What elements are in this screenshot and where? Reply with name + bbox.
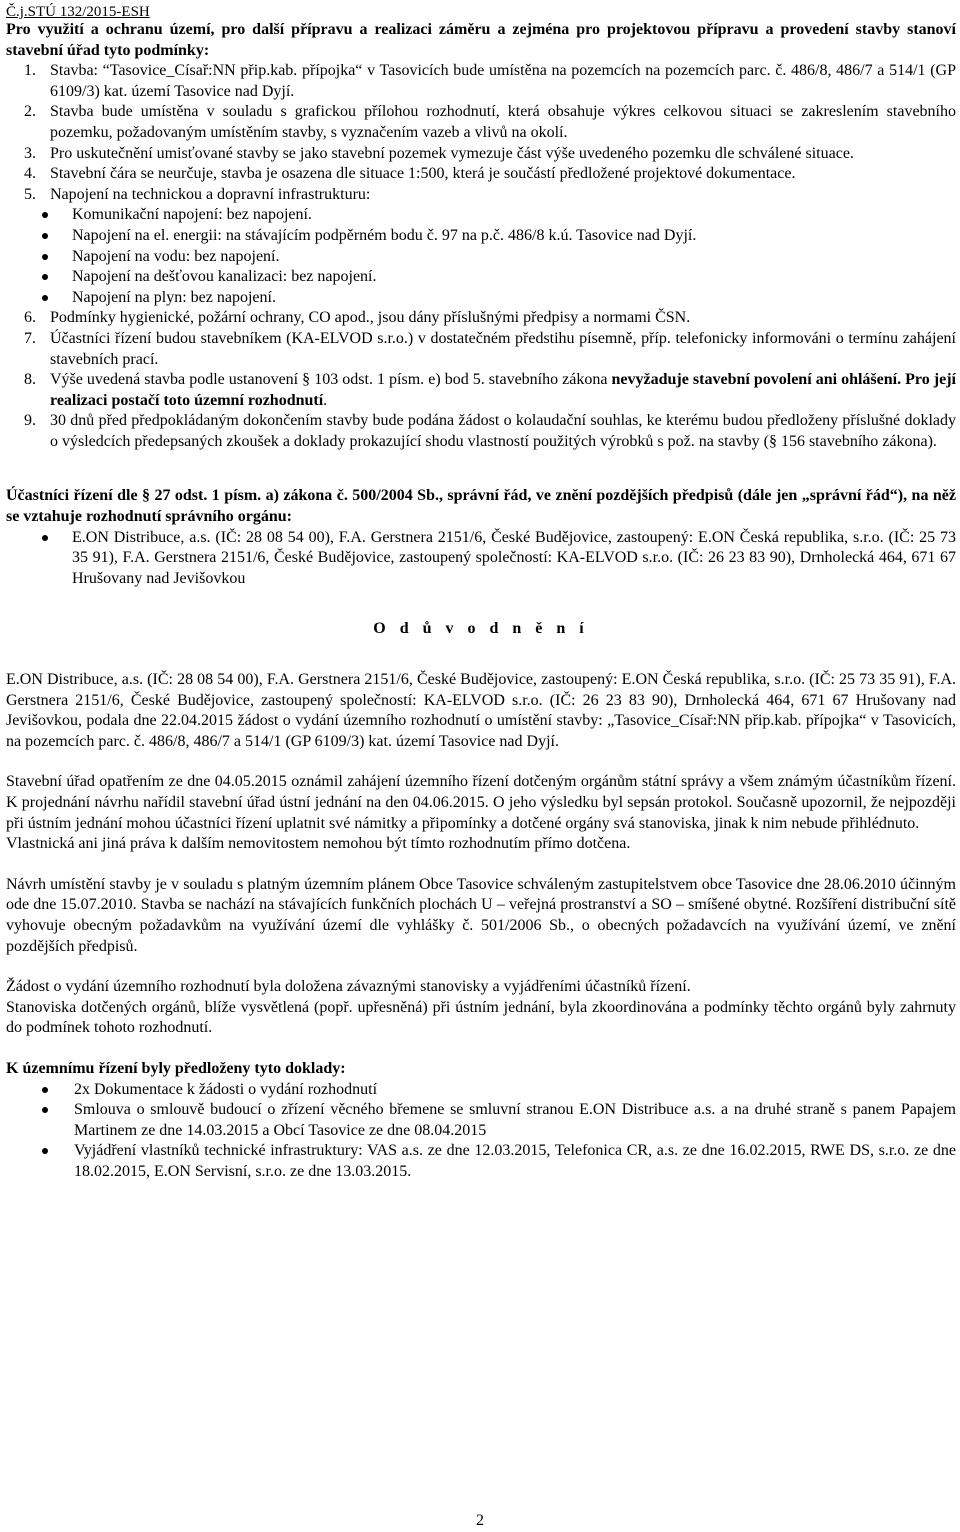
condition-item bbox=[6, 164, 956, 185]
reference-number: Č.j.STÚ 132/2015-ESH bbox=[6, 4, 150, 20]
condition-item bbox=[6, 370, 956, 411]
list-item: Napojení na el. energii: na stávajícím podpěrném bodu č. 97 na p.č. 486/8 k.ú. Tasovice nad Dyjí. bbox=[6, 226, 956, 247]
condition-number: 8. bbox=[24, 371, 36, 389]
condition-number: 2. bbox=[24, 103, 36, 121]
conditions-list-continued bbox=[6, 308, 956, 452]
list-item: Napojení na plyn: bez napojení. bbox=[6, 288, 956, 309]
document-page bbox=[6, 0, 956, 1183]
condition-text: Výše uvedená stavba podle ustanovení § 103 odst. 1 písm. e) bod 5. stavebního zákona bbox=[50, 371, 612, 389]
condition-text: Pro uskutečnění umisťované stavby se jako stavební pozemek vymezuje část výše uvedeného pozemku dle schválené situace. bbox=[50, 144, 854, 162]
condition-text: Stavba: “Tasovice_Císař:NN přip.kab. přípojka“ v Tasovicích bude umístěna na pozemcích na pozemcích parc. č. 486/8, 486/7 a 514/1 (GP 6109/3) kat. území Tasovice nad Dyjí. bbox=[50, 62, 956, 100]
document-item: Smlouva o smlouvě budoucí o zřízení věcného břemene se smluvní stranou E.ON Distribuce a.s. a na druhé straně s panem Papajem Martinem ze dne 14.03.2015 a Obcí Tasovice ze dne 08.04.2015 bbox=[6, 1100, 956, 1141]
condition-number: 3. bbox=[24, 144, 36, 162]
intro-heading: Pro využití a ochranu území, pro další přípravu a realizaci záměru a zejména pro projektovou přípravu a provedení stavby stanoví stavební úřad tyto podmínky: bbox=[6, 21, 956, 59]
list-item: Napojení na dešťovou kanalizaci: bez napojení. bbox=[6, 267, 956, 288]
documents-list bbox=[6, 1080, 956, 1183]
participants-list bbox=[6, 528, 956, 590]
justification-paragraph: E.ON Distribuce, a.s. (IČ: 28 08 54 00), F.A. Gerstnera 2151/6, České Budějovice, zastoupený: E.ON Česká republika, s.r.o. (IČ: 25 73 35 91), F.A. Gerstnera 2151/6, České Budějovice, zastoupený společností: KA-ELVOD s.r.o. (IČ: 26 23 83 90), Drnholecká 464, 671 67 Hrušovany nad Jevišovkou, podala dne 22.04.2015 žádost o vydání územního rozhodnutí o umístění stavby: „Tasovice_Císař:NN přip.kab. přípojka“ v Tasovicích, na pozemcích parc. č. 486/8, 486/7 a 514/1 (GP 6109/3) kat. území Tasovice nad Dyjí. bbox=[6, 671, 956, 750]
justification-paragraph: Stavební úřad opatřením ze dne 04.05.2015 oznámil zahájení územního řízení dotčeným orgánům státní správy a všem známým účastníkům řízení. K projednání návrhu nařídil stavební úřad ústní jednání na den 04.06.2015. O jeho výsledku byl sepsán protokol. Současně upozornil, že nejpozději při ústním jednání mohou účastníci řízení uplatnit své námitky a připomínky a dotčené orgány svá stanoviska, jinak k nim nebude přihlédnuto. bbox=[6, 773, 956, 832]
condition-item bbox=[6, 144, 956, 165]
document-item: 2x Dokumentace k žádosti o vydání rozhodnutí bbox=[6, 1080, 956, 1101]
condition-text: Podmínky hygienické, požární ochrany, CO apod., jsou dány příslušnými předpisy a normami ČSN. bbox=[50, 309, 691, 327]
condition-text: Napojení na technickou a dopravní infrastrukturu: bbox=[50, 185, 371, 203]
conditions-list bbox=[6, 61, 956, 205]
list-item: Napojení na vodu: bez napojení. bbox=[6, 247, 956, 268]
condition-emphasis: nevyžaduje stavební povolení ani ohlášení. Pro její realizaci postačí toto územní rozhodnutí bbox=[50, 371, 956, 409]
document-item: Vyjádření vlastníků technické infrastruktury: VAS a.s. ze dne 12.03.2015, Telefonica CR, a.s. ze dne 16.02.2015, RWE DS, s.r.o. ze dne 18.02.2015, E.ON Servisní, s.r.o. ze dne 13.03.2015. bbox=[6, 1141, 956, 1182]
participants-heading: Účastníci řízení dle § 27 odst. 1 písm. a) zákona č. 500/2004 Sb., správní řád, ve znění pozdějších předpisů (dále jen „správní řád“), na něž se vztahuje rozhodnutí správního orgánu: bbox=[6, 487, 956, 526]
condition-text: 30 dnů před předpokládaným dokončením stavby bude podána žádost o kolaudační souhlas, ke kterému budou předloženy příslušné doklady o výsledcích předepsaných zkoušek a doklady prokazující shodu vlastností použitých výrobků s pož. na stavby (§ 156 stavebního zákona). bbox=[50, 412, 956, 450]
condition-item bbox=[6, 61, 956, 102]
justification-paragraph: Návrh umístění stavby je v souladu s platným územním plánem Obce Tasovice schváleným zastupitelstvem obce Tasovice dne 28.06.2010 účinným ode dne 15.07.2010. Stavba se nachází na stávajících funkčních plochách U – veřejná prostranství a SO – smíšené obytné. Rozšíření distribuční sítě vyhovuje obecným požadavkům na využívání území dle vyhlášky č. 501/2006 Sb., o obecných požadavcích na využívání území, ve znění pozdějších předpisů. bbox=[6, 875, 956, 955]
justification-paragraph: Stanoviska dotčených orgánů, blíže vysvětlená (popř. upřesněná) při ústním jednání, byla zkoordinována a podmínky těchto orgánů byly zahrnuty do podmínek tohoto rozhodnutí. bbox=[6, 998, 956, 1037]
condition-number: 1. bbox=[24, 62, 36, 80]
condition-number: 5. bbox=[24, 185, 36, 203]
condition-number: 6. bbox=[24, 309, 36, 327]
condition-item bbox=[6, 329, 956, 370]
participant-item: E.ON Distribuce, a.s. (IČ: 28 08 54 00), F.A. Gerstnera 2151/6, České Budějovice, zastoupený: E.ON Česká republika, s.r.o. (IČ: 25 73 35 91), F.A. Gerstnera 2151/6, České Budějovice, zastoupený společností: KA-ELVOD s.r.o. (IČ: 26 23 83 90), Drnholecká 464, 671 67 Hrušovany nad Jevišovkou bbox=[6, 528, 956, 590]
condition-number: 4. bbox=[24, 165, 36, 183]
connections-list bbox=[6, 205, 956, 308]
list-item: Komunikační napojení: bez napojení. bbox=[6, 205, 956, 226]
page-number: 2 bbox=[476, 1512, 484, 1529]
condition-item bbox=[6, 185, 956, 206]
condition-item bbox=[6, 102, 956, 143]
justification-heading: O d ů v o d n ě n í bbox=[373, 620, 589, 638]
condition-text-end: . bbox=[323, 391, 328, 409]
condition-text: Stavba bude umístěna v souladu s grafickou přílohou rozhodnutí, která obsahuje výkres celkovou situaci se zakreslením stavebního pozemku, požadovaným umístěním stavby, s vyznačením vazeb a vlivů na okolí. bbox=[50, 103, 956, 141]
condition-number: 7. bbox=[24, 329, 36, 347]
justification-paragraph: Žádost o vydání územního rozhodnutí byla doložena závaznými stanovisky a vyjádřeními účastníků řízení. bbox=[6, 978, 691, 996]
condition-text: Stavební čára se neurčuje, stavba je osazena dle situace 1:500, která je součástí předložené projektové dokumentace. bbox=[50, 165, 796, 183]
condition-item bbox=[6, 308, 956, 329]
condition-text: Účastníci řízení budou stavebníkem (KA-ELVOD s.r.o.) v dostatečném předstihu písemně, příp. telefonicky informováni o termínu zahájení stavebních prací. bbox=[50, 329, 956, 368]
condition-item bbox=[6, 411, 956, 452]
justification-paragraph: Vlastnická ani jiná práva k dalším nemovitostem nemohou být tímto rozhodnutím přímo dotčena. bbox=[6, 835, 631, 853]
documents-heading: K územnímu řízení byly předloženy tyto doklady: bbox=[6, 1059, 346, 1077]
condition-number: 9. bbox=[24, 412, 36, 430]
